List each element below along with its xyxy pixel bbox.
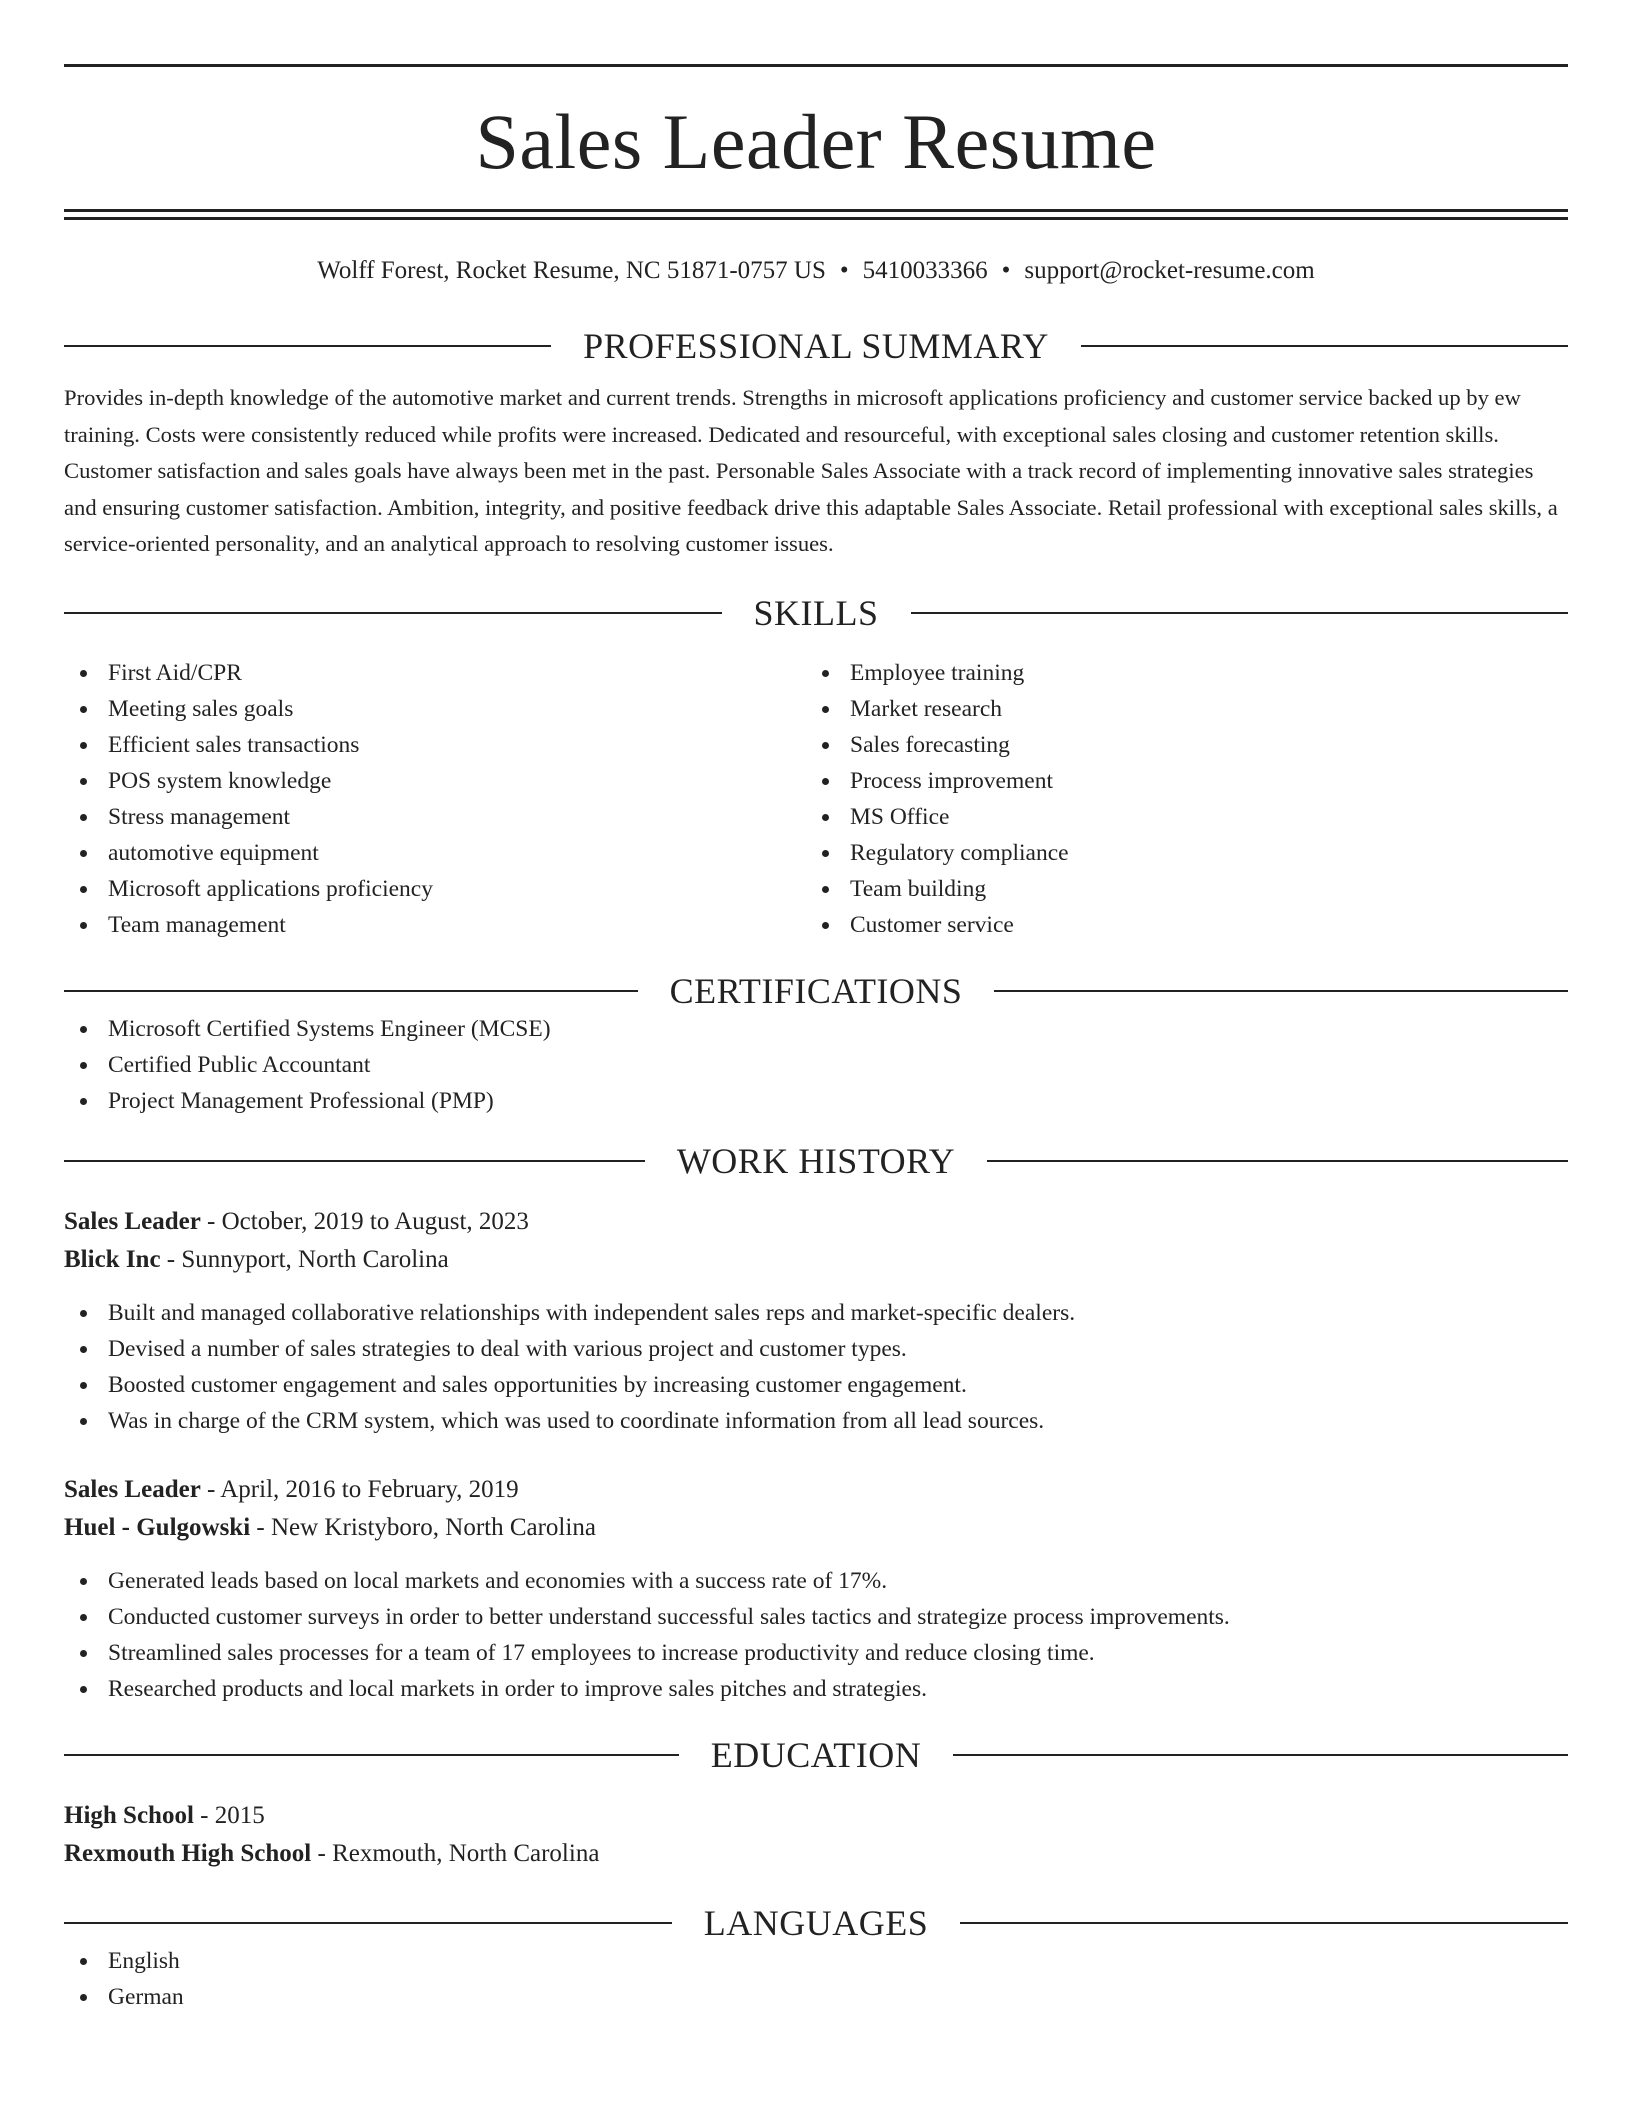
job-bullet: Conducted customer surveys in order to better understand successful sales tactics and strategize process improvements. <box>64 1599 1568 1635</box>
job-dates: - April, 2016 to February, 2019 <box>200 1475 519 1503</box>
skill-item: Regulatory compliance <box>806 835 1548 871</box>
contact-line <box>64 256 1568 286</box>
section-label: EDUCATION <box>710 1734 922 1775</box>
job-title: Sales Leader <box>64 1475 201 1503</box>
job-title-line <box>64 1471 1568 1509</box>
job-title: Sales Leader <box>64 1207 201 1235</box>
job-bullet: Generated leads based on local markets and economies with a success rate of 17%. <box>64 1563 1568 1599</box>
job-bullet: Streamlined sales processes for a team of 17 employees to increase productivity and reduce closing time. <box>64 1635 1568 1671</box>
skill-item: Stress management <box>64 799 806 835</box>
job-bullet: Built and managed collaborative relationships with independent sales reps and market-specific dealers. <box>64 1295 1568 1331</box>
languages-list <box>64 1943 1568 2015</box>
education-degree-line <box>64 1797 1568 1835</box>
skill-item: Market research <box>806 691 1548 727</box>
skill-item: Employee training <box>806 655 1548 691</box>
job-bullet: Researched products and local markets in order to improve sales pitches and strategies. <box>64 1671 1568 1707</box>
skill-item: Process improvement <box>806 763 1548 799</box>
section-heading-skills <box>64 593 1568 633</box>
job-bullet: Devised a number of sales strategies to deal with various project and customer types. <box>64 1331 1568 1367</box>
section-heading-education <box>64 1735 1568 1775</box>
skills-columns <box>64 655 1568 943</box>
job-title-line <box>64 1203 1568 1241</box>
skill-item: POS system knowledge <box>64 763 806 799</box>
job-bullet: Boosted customer engagement and sales opportunities by increasing customer engagement. <box>64 1367 1568 1403</box>
skills-column-left <box>64 655 806 943</box>
skill-item: Sales forecasting <box>806 727 1548 763</box>
contact-phone: 5410033366 <box>862 257 988 284</box>
job-bullet: Was in charge of the CRM system, which was used to coordinate information from all lead sources. <box>64 1403 1568 1439</box>
certification-item: Certified Public Accountant <box>64 1047 1568 1083</box>
skills-column-right <box>806 655 1548 943</box>
skill-item: automotive equipment <box>64 835 806 871</box>
job-dates: - October, 2019 to August, 2023 <box>200 1207 529 1235</box>
job-bullets <box>64 1563 1568 1707</box>
education-school-line <box>64 1835 1568 1873</box>
section-heading-work-history <box>64 1141 1568 1181</box>
job-company-line <box>64 1241 1568 1279</box>
education-degree: High School <box>64 1801 194 1829</box>
education-entry <box>64 1797 1568 1873</box>
education-year: - 2015 <box>193 1801 265 1829</box>
certifications-list <box>64 1011 1568 1119</box>
contact-address: Wolff Forest, Rocket Resume, NC 51871-0757 US <box>317 257 826 284</box>
resume-page <box>64 64 1568 2015</box>
job-location: - Sunnyport, North Carolina <box>160 1245 449 1273</box>
section-heading-summary <box>64 326 1568 366</box>
header-top-rule <box>64 64 1568 67</box>
job-location: - New Kristyboro, North Carolina <box>250 1513 596 1541</box>
job-entry <box>64 1203 1568 1439</box>
section-label: SKILLS <box>753 592 879 633</box>
summary-paragraph: Provides in-depth knowledge of the automotive market and current trends. Strengths in microsoft applications proficiency and customer service backed up by ew training. Costs were consistently reduced while profits were increased. Dedicated and resourceful, with exceptional sales closing and customer retention skills. Customer satisfaction and sales goals have always been met in the past. Personable Sales Associate with a track record of implementing innovative sales strategies and ensuring customer satisfaction. Ambition, integrity, and positive feedback drive this adaptable Sales Associate. Retail professional with exceptional sales skills, a service-oriented personality, and an analytical approach to resolving customer issues. <box>64 385 1558 556</box>
section-heading-certifications <box>64 971 1568 1011</box>
skill-item: Customer service <box>806 907 1548 943</box>
section-heading-languages <box>64 1903 1568 1943</box>
contact-email: support@rocket-resume.com <box>1024 257 1315 284</box>
job-bullets <box>64 1295 1568 1439</box>
section-label: LANGUAGES <box>703 1902 929 1943</box>
job-company: Blick Inc <box>64 1245 161 1273</box>
contact-separator: • <box>1001 257 1011 284</box>
header-double-rule <box>64 209 1568 220</box>
section-label: CERTIFICATIONS <box>669 970 963 1011</box>
page-title: Sales Leader Resume <box>475 98 1157 185</box>
certification-item: Project Management Professional (PMP) <box>64 1083 1568 1119</box>
skill-item: First Aid/CPR <box>64 655 806 691</box>
job-company: Huel - Gulgowski <box>64 1513 251 1541</box>
certification-item: Microsoft Certified Systems Engineer (MCSE) <box>64 1011 1568 1047</box>
education-school: Rexmouth High School <box>64 1839 312 1867</box>
skill-item: Meeting sales goals <box>64 691 806 727</box>
skill-item: Efficient sales transactions <box>64 727 806 763</box>
section-label: WORK HISTORY <box>676 1140 956 1181</box>
language-item: German <box>64 1979 1568 2015</box>
job-company-line <box>64 1509 1568 1547</box>
contact-separator: • <box>839 257 849 284</box>
language-item: English <box>64 1943 1568 1979</box>
job-entry <box>64 1471 1568 1707</box>
skill-item: Microsoft applications proficiency <box>64 871 806 907</box>
education-location: - Rexmouth, North Carolina <box>311 1839 600 1867</box>
section-label: PROFESSIONAL SUMMARY <box>583 326 1049 366</box>
skill-item: Team building <box>806 871 1548 907</box>
skill-item: MS Office <box>806 799 1548 835</box>
skill-item: Team management <box>64 907 806 943</box>
